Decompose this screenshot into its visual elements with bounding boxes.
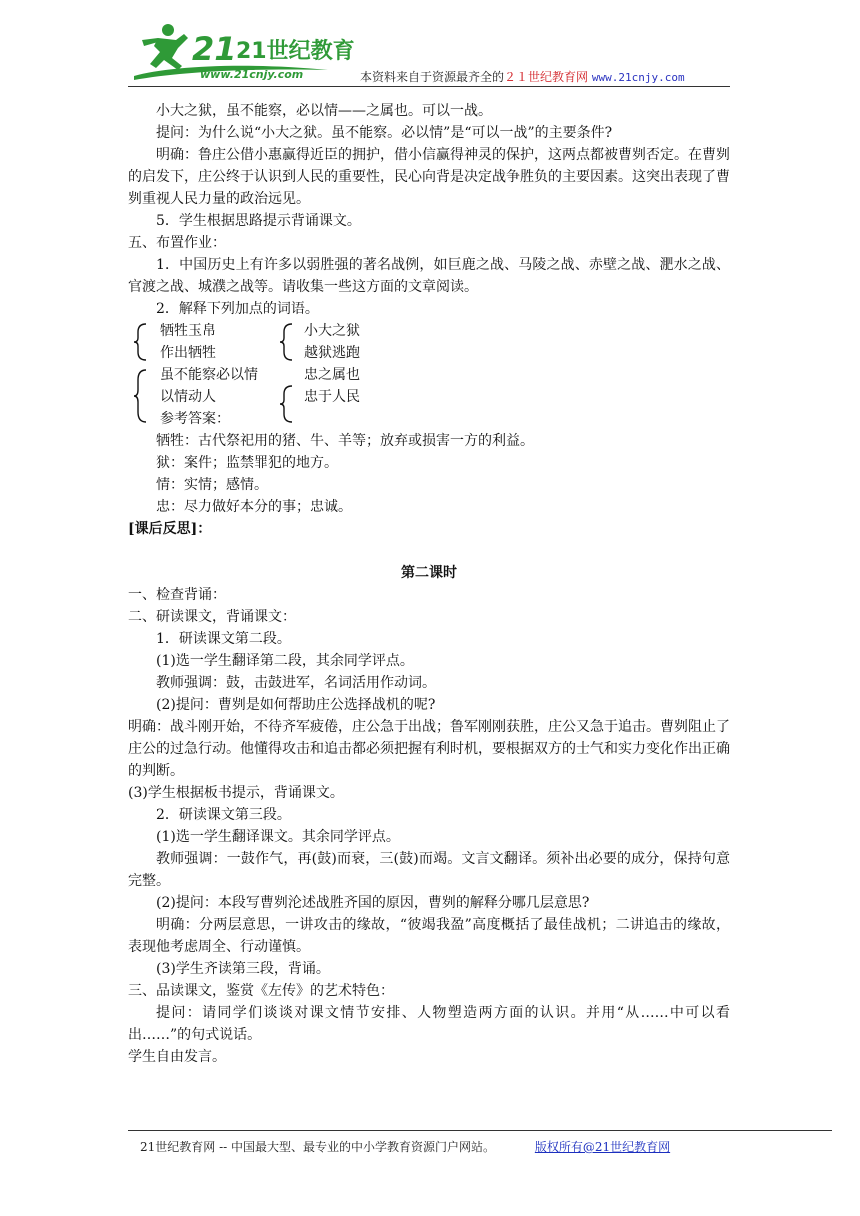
svg-text:21世纪教育: 21世纪教育 [236, 39, 355, 64]
copyright-link[interactable]: 版权所有@21世纪教育网 [534, 1140, 671, 1154]
paragraph: 明确：鲁庄公借小惠赢得近臣的拥护，借小信赢得神灵的保护，这两点都被曹刿否定。在曹刿的启发下，庄公终于认识到人民的重要性，民心向背是决定战争胜负的主要因素。这突出表现了曹刿重视人民力量的政治远见。 [128, 147, 730, 207]
svg-text:www.21cnjy.com: www.21cnjy.com [200, 68, 304, 81]
section-heading: 一、检查背诵： [128, 587, 226, 603]
svg-text:21: 21 [192, 30, 237, 68]
paragraph: 1．中国历史上有许多以弱胜强的著名战例，如巨鹿之战、马陵之战、赤壁之战、淝水之战、官渡之战、城濮之战等。请收集一些这方面的文章阅读。 [128, 257, 730, 295]
paragraph: 学生自由发言。 [128, 1049, 226, 1065]
paragraph: (2)提问：本段写曹刿沦述战胜齐国的原因，曹刿的解释分哪几层意思? [156, 895, 590, 911]
paragraph: 小大之狱，虽不能察，必以情——之属也。可以一战。 [156, 103, 492, 119]
answer-line: 狱：案件；监禁罪犯的地方。 [156, 455, 338, 471]
vocab-item: 越狱逃跑 [304, 345, 360, 361]
vocab-group [128, 364, 730, 430]
paragraph: (2)提问：曹刿是如何帮助庄公选择战机的呢? [156, 697, 436, 713]
site-logo[interactable] [128, 18, 355, 82]
vocab-item: 牺牲玉帛 [160, 323, 216, 339]
reflection-heading: [课后反思]： [128, 521, 212, 537]
brace-icon [132, 368, 148, 424]
paragraph: 1．研读课文第二段。 [156, 631, 291, 647]
header-tagline [360, 68, 685, 85]
paragraph: 2．研读课文第三段。 [156, 807, 291, 823]
brace-icon [278, 322, 294, 362]
section-heading: 三、品读课文，鉴赏《左传》的艺术特色： [128, 983, 394, 999]
brace-icon [132, 322, 148, 362]
paragraph: (1)选一学生翻译第二段，其余同学评点。 [156, 653, 414, 669]
paragraph: 教师强调：鼓，击鼓进军，名词活用作动词。 [156, 675, 436, 691]
answer-line: 忠：尽力做好本分的事；忠诚。 [156, 499, 352, 515]
tagline-brand: ２１世纪教育网 [504, 70, 589, 84]
tagline-url-link[interactable]: www.21cnjy.com [591, 71, 685, 84]
vocab-item: 忠于人民 [304, 389, 360, 405]
footer-text: 21世纪教育网 -- 中国最大型、最专业的中小学教育资源门户网站。 [140, 1140, 496, 1154]
vocab-item: 以情动人 [160, 389, 216, 405]
vocab-item: 小大之狱 [304, 323, 360, 339]
vocab-item: 忠之属也 [304, 367, 360, 383]
vocab-item: 作出牺牲 [160, 345, 216, 361]
answer-line: 情：实情；感情。 [156, 477, 268, 493]
paragraph: 教师强调：一鼓作气，再(鼓)而衰，三(鼓)而竭。文言文翻译。须补出必要的成分，保持句意完整。 [128, 851, 730, 889]
brace-icon [278, 384, 294, 424]
paragraph: 提问：为什么说“小大之狱。虽不能察。必以情”是“可以一战”的主要条件? [156, 125, 613, 141]
paragraph: 提问：请同学们谈谈对课文情节安排、人物塑造两方面的认识。并用“从……中可以看出……”的句式说话。 [128, 1005, 730, 1043]
section-title: 第二课时 [401, 565, 457, 581]
paragraph: (3)学生齐读第三段，背诵。 [156, 961, 330, 977]
section-heading: 五、布置作业： [128, 235, 226, 251]
answers-title: 参考答案： [160, 411, 230, 427]
paragraph: 5．学生根据思路提示背诵课文。 [156, 213, 361, 229]
paragraph: (1)选一学生翻译课文。其余同学评点。 [156, 829, 400, 845]
paragraph: 2．解释下列加点的词语。 [156, 301, 319, 317]
page-header [128, 18, 730, 86]
page-footer [140, 1138, 670, 1155]
document-body [128, 100, 730, 1068]
vocab-group [128, 320, 730, 364]
tagline-prefix: 本资料来自于资源最齐全的 [360, 70, 505, 84]
header-divider [128, 86, 730, 87]
vocab-item: 虽不能察必以情 [160, 367, 258, 383]
paragraph: 明确：分两层意思，一讲攻击的缘故，“彼竭我盈”高度概括了最佳战机；二讲追击的缘故，表现他考虑周全、行动谨慎。 [128, 917, 730, 955]
answer-line: 牺牲：古代祭祀用的猪、牛、羊等；放弃或损害一方的利益。 [156, 433, 534, 449]
footer-divider [128, 1130, 832, 1131]
paragraph: (3)学生根据板书提示，背诵课文。 [128, 785, 344, 801]
paragraph: 明确：战斗刚开始，不待齐军疲倦，庄公急于出战；鲁军刚刚获胜，庄公又急于追击。曹刿阻止了庄公的过急行动。他懂得攻击和追击都必须把握有利时机，要根据双方的士气和实力变化作出正确的判断。 [128, 719, 730, 779]
section-heading: 二、研读课文，背诵课文： [128, 609, 296, 625]
